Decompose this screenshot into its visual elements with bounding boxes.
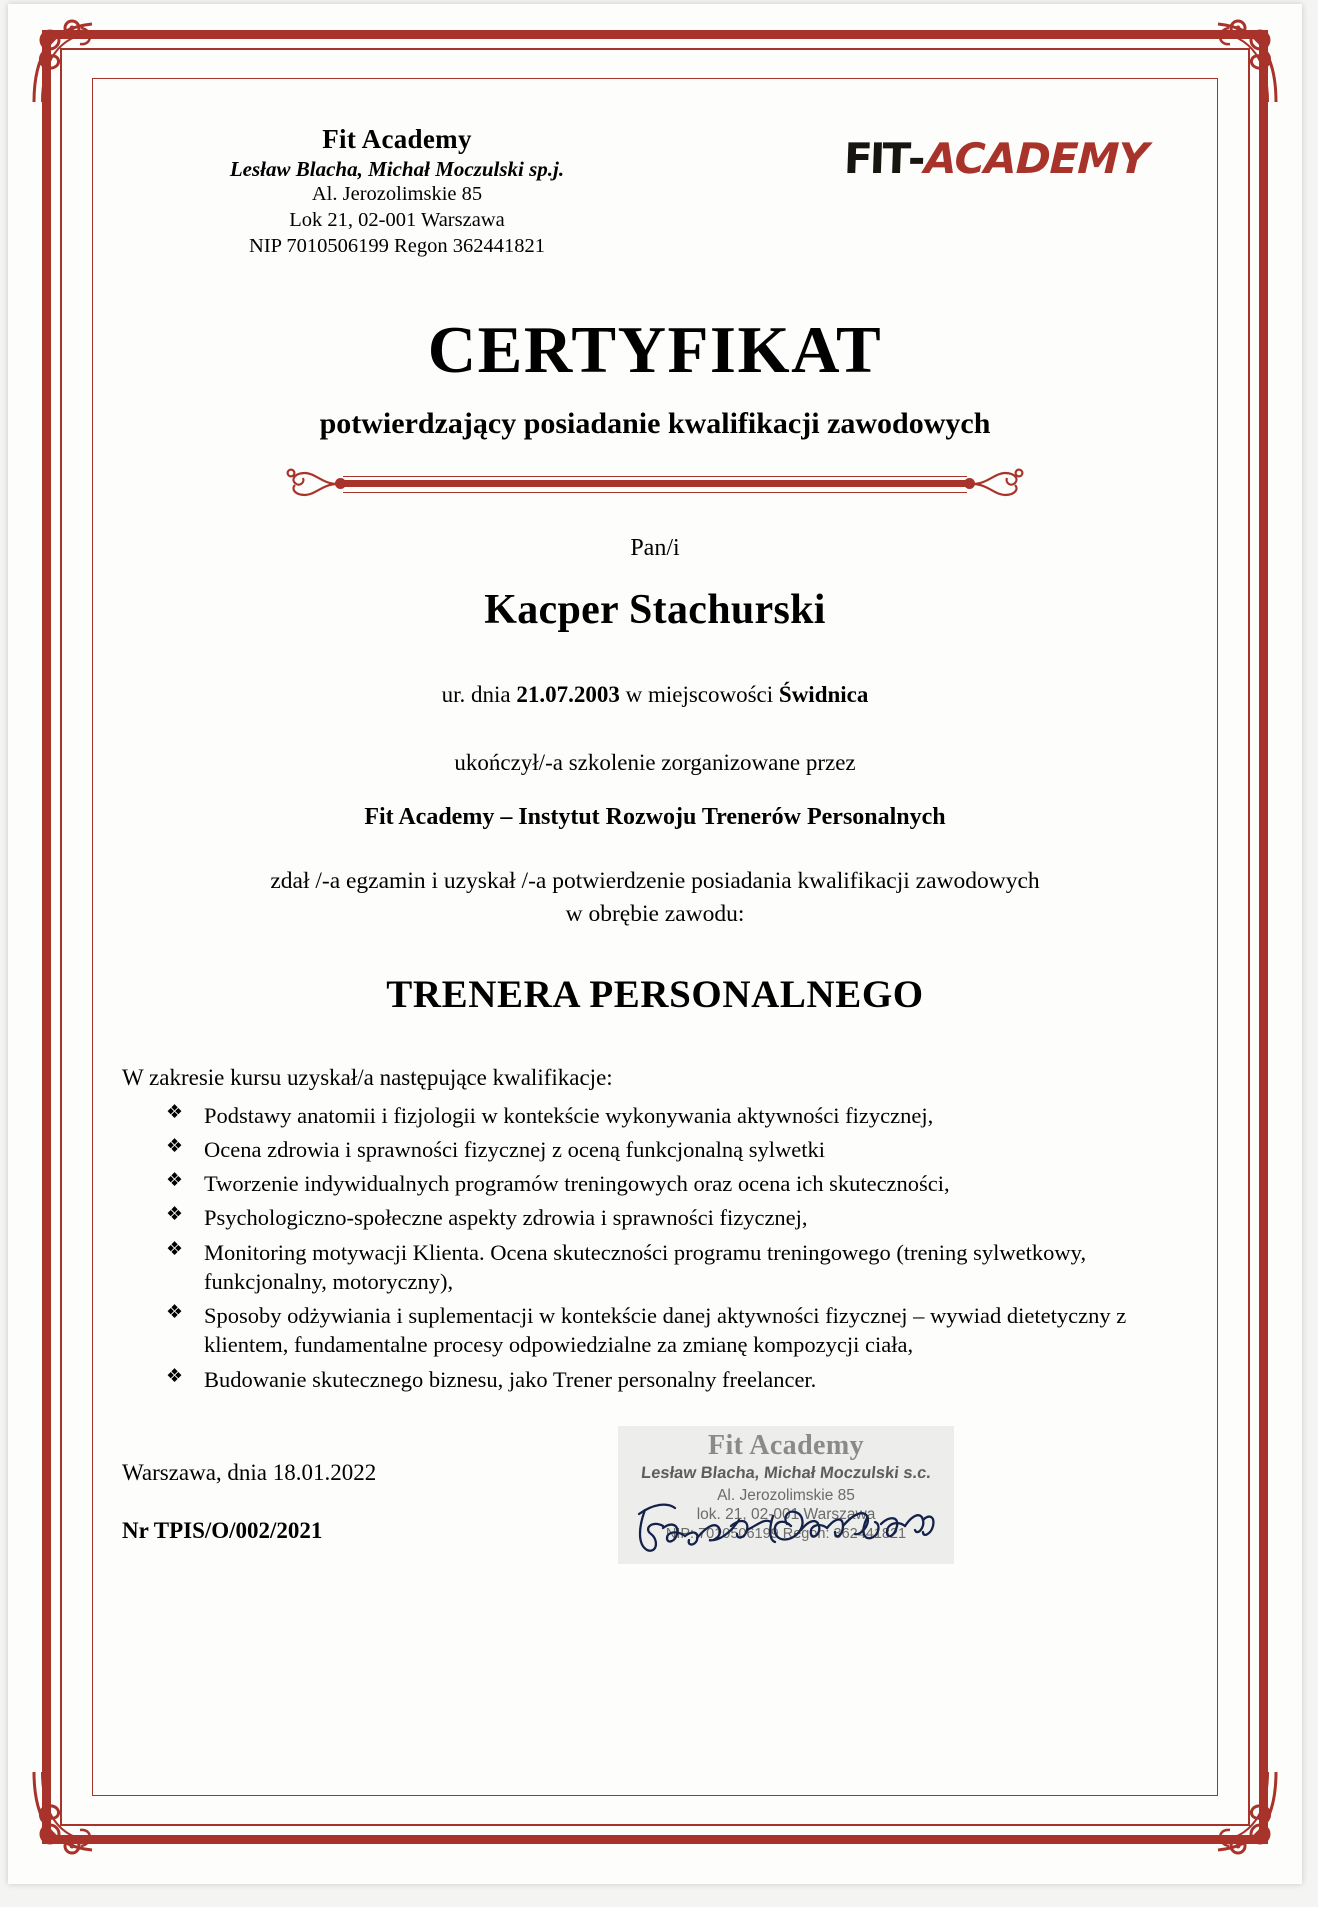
corner-flourish-icon [28,1766,120,1858]
corner-flourish-icon [1190,1766,1282,1858]
list-item [166,1101,1202,1130]
certificate-content [108,100,1202,1800]
fit-academy-logo [843,134,1148,183]
diamond-bullet-icon: ❖ [166,1169,184,1192]
divider-scroll-icon [285,467,341,501]
diamond-bullet-icon: ❖ [166,1301,184,1324]
organization-address-line-1: Al. Jerozolimskie 85 [311,183,483,206]
list-item-text: Monitoring motywacji Klienta. Ocena skuteczności programu treningowego (trening sylwetkowy, funkcjonalny, motoryczny), [204,1239,1087,1294]
organization-address-line-2: Lok 21, 02-001 Warszawa [289,209,505,232]
list-item-text: Psychologiczno-społeczne aspekty zdrowia i sprawności fizycznej, [204,1205,808,1231]
diamond-bullet-icon: ❖ [166,1134,184,1157]
list-item-text: Sposoby odżywiania i suplementacji w kontekście danej aktywności fizycznej – wywiad dietetyczny z klientem, fundamentalne procesy odpowiedzialne za zmianę kompozycji ciała, [204,1303,1127,1358]
birth-place: Świdnica [778,682,869,707]
organization-block [162,122,632,260]
salutation: Pan/i [630,535,680,561]
training-provider-name: Fit Academy – Instytut Rozwoju Trenerów Personalnych [364,804,946,830]
diamond-bullet-icon: ❖ [166,1237,184,1260]
exam-statement-line-1: zdał /-a egzamin i uzyskał /-a potwierdzenie posiadania kwalifikacji zawodowych [270,868,1040,894]
certificate-header [108,100,1202,258]
place-and-date: Warszawa, dnia 18.01.2022 [122,1459,377,1485]
certificate-subtitle: potwierdzający posiadanie kwalifikacji zawodowych [319,407,991,440]
completed-training-line: ukończył/-a szkolenie zorganizowane przez [454,750,856,775]
certificate-title: CERTYFIKAT [427,313,883,387]
list-item [166,1169,1202,1198]
certificate-paper [8,4,1302,1884]
logo-text-fit: FIT [843,134,910,183]
certificate-number: Nr TPIS/O/002/2021 [122,1517,323,1543]
certificate-footer [108,1429,1202,1650]
birth-middle: w miejscowości [625,682,774,707]
qualifications-list [108,1101,1202,1394]
list-item [166,1135,1202,1164]
corner-flourish-icon [1190,16,1282,108]
birth-info [108,682,1202,708]
company-stamp [618,1426,954,1564]
organization-name: Fit Academy [322,124,472,154]
recipient-name: Kacper Stachurski [484,587,826,633]
birth-date: 21.07.2003 [516,682,620,707]
qualifications-intro: W zakresie kursu uzyskał/a następujące kwalifikacje: [122,1064,613,1090]
ornamental-divider [285,467,1025,501]
diamond-bullet-icon: ❖ [166,1364,184,1387]
organization-tax-ids: NIP 7010506199 Regon 362441821 [249,235,545,258]
stamp-tax-ids: NIP: 7010506199 Regon: 362441821 [665,1525,907,1542]
stamp-company-name: Fit Academy [707,1429,865,1461]
stamp-partners: Lesław Blacha, Michał Moczulski s.c. [640,1463,932,1482]
birth-prefix: ur. dnia [441,682,511,707]
list-item-text: Tworzenie indywidualnych programów treningowych oraz ocena ich skuteczności, [204,1171,950,1197]
exam-statement-line-2: w obrębie zawodu: [565,901,745,928]
list-item [166,1301,1202,1360]
logo-text-academy: ACADEMY [923,134,1149,183]
profession-title: TRENERA PERSONALNEGO [386,972,924,1016]
list-item [166,1365,1202,1394]
diamond-bullet-icon: ❖ [166,1100,184,1123]
list-item-text: Podstawy anatomii i fizjologii w kontekście wykonywania aktywności fizycznej, [204,1102,934,1128]
divider-scroll-icon [969,467,1025,501]
list-item [166,1203,1202,1232]
list-item-text: Ocena zdrowia i sprawności fizycznej z oceną funkcjonalną sylwetki [204,1136,825,1162]
organization-partners: Lesław Blacha, Michał Moczulski sp.j. [229,157,565,182]
logo-text-dash: - [907,134,926,183]
exam-statement [108,865,1202,932]
diamond-bullet-icon: ❖ [166,1203,184,1226]
list-item-text: Budowanie skutecznego biznesu, jako Trener personalny freelancer. [204,1366,817,1392]
corner-flourish-icon [28,16,120,108]
stamp-address-line-2: lok. 21, 02-001 Warszawa [696,1505,876,1523]
list-item [166,1238,1202,1297]
stamp-address-line-1: Al. Jerozolimskie 85 [717,1486,855,1504]
